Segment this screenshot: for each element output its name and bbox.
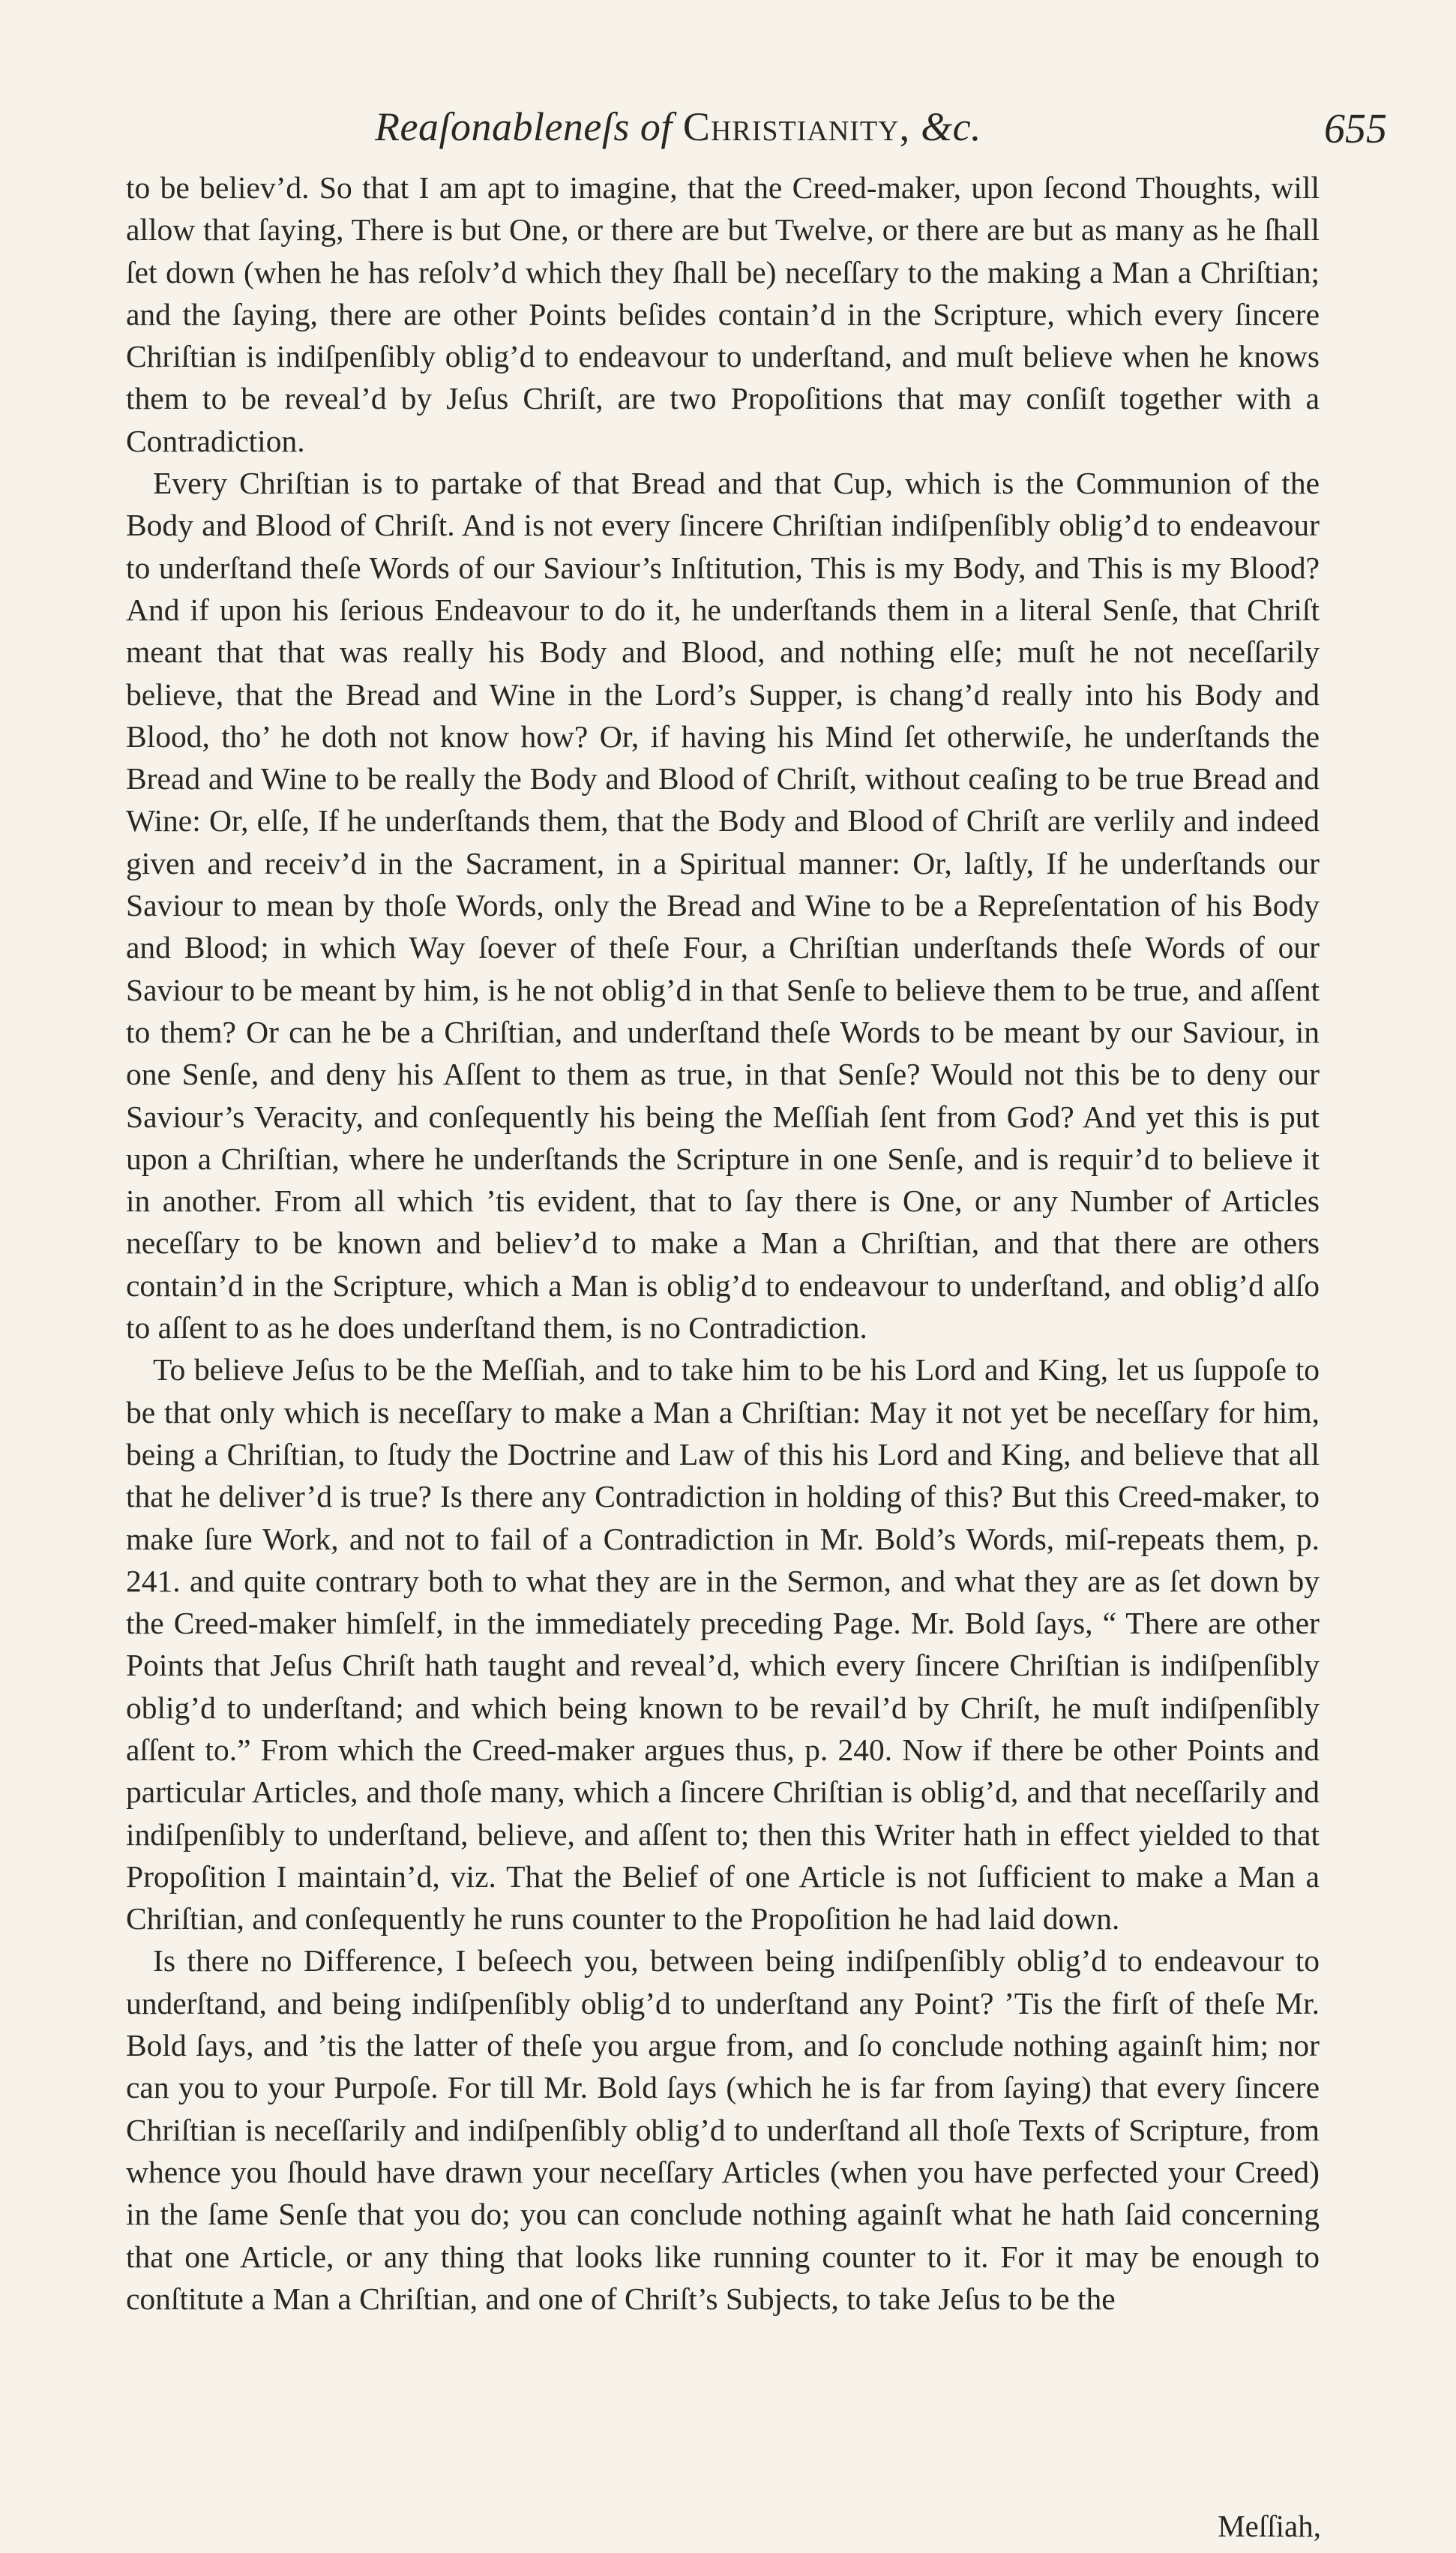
running-title-caps: Christianity, — [682, 104, 911, 149]
running-title — [375, 104, 981, 150]
paragraph: Is there no Difference, I beſeech you, between being indiſpenſibly oblig’d to endeavour to underſtand, and being indiſpenſibly oblig’d to underſtand any Point? ’Tis the firſt of theſe Mr. Bold ſays, and ’tis the latter of theſe you argue from, and ſo conclude nothing againſt him; nor can you to your Purpoſe. For till Mr. Bold ſays (which he is far from ſaying) that every ſincere Chriſtian is neceſſarily and indiſpenſibly oblig’d to underſtand all thoſe Texts of Scripture, from whence you ſhould have drawn your neceſſary Articles (when you have perfected your Creed) in the ſame Senſe that you do; you can conclude nothing againſt what he hath ſaid concerning that one Article, or any thing that looks like running counter to it. For it may be enough to conſtitute a Man a Chriſtian, and one of Chriſt’s Subjects, to take Jeſus to be the — [126, 1943, 1320, 2316]
running-title-italic: Reaſonableneſs of — [375, 104, 683, 149]
paragraph: To believe Jeſus to be the Meſſiah, and to take him to be his Lord and King, let us ſuppoſe to be that only which is neceſſary to make a Man a Chriſtian: May it not yet be neceſſary for him, being a Chriſtian, to ſtudy the Doctrine and Law of this his Lord and King, and believe that all that he deliver’d is true? Is there any Contradiction in holding of this? But this Creed-maker, to make ſure Work, and not to fail of a Contradiction in Mr. Bold’s Words, miſ-repeats them, p. 241. and quite contrary both to what they are in the Sermon, and what they are as ſet down by the Creed-maker himſelf, in the immediately preceding Page. Mr. Bold ſays, “ There are other Points that Jeſus Chriſt hath taught and reveal’d, which every ſincere Chriſtian is indiſpenſibly oblig’d to underſtand; and which being known to be revail’d by Chriſt, he muſt indiſpenſibly aſſent to.” From which the Creed-maker argues thus, p. 240. Now if there be other Points and particular Articles, and thoſe many, which a ſincere Chriſtian is oblig’d, and that neceſſarily and indiſpenſibly to underſtand, believe, and aſſent to; then this Writer hath in effect yielded to that Propoſition I maintain’d, viz. That the Belief of one Article is not ſufficient to make a Man a Chriſtian, and conſequently he runs counter to the Propoſition he had laid down. — [126, 1352, 1320, 1936]
page-number: 655 — [1324, 106, 1387, 152]
paragraph-continued: to be believ’d. So that I am apt to imagine, that the Creed-maker, upon ſecond Thoughts, will allow that ſaying, There is but One, or there are but Twelve, or there are but as many as he ſhall ſet down (when he has reſolv’d which they ſhall be) neceſſary to the making a Man a Chriſtian; and the ſaying, there are other Points beſides contain’d in the Scripture, which every ſincere Chriſtian is indiſpenſibly oblig’d to endeavour to underſtand, and muſt believe when he knows them to be reveal’d by Jeſus Chriſt, are two Propoſitions that may conſiſt together with a Contradiction. — [126, 170, 1320, 458]
page-header — [127, 104, 1387, 156]
paragraph: Every Chriſtian is to partake of that Bread and that Cup, which is the Communion of the Body and Blood of Chriſt. And is not every ſincere Chriſtian indiſpenſibly oblig’d to endeavour to underſtand theſe Words of our Saviour’s Inſtitution, This is my Body, and This is my Blood? And if upon his ſerious Endeavour to do it, he underſtands them in a literal Senſe, that Chriſt meant that that was really his Body and Blood, and nothing elſe; muſt he not neceſſarily believe, that the Bread and Wine in the Lord’s Supper, is chang’d really into his Body and Blood, tho’ he doth not know how? Or, if having his Mind ſet otherwiſe, he underſtands the Bread and Wine to be really the Body and Blood of Chriſt, without ceaſing to be true Bread and Wine: Or, elſe, If he underſtands them, that the Body and Blood of Chriſt are verlily and indeed given and receiv’d in the Sacrament, in a Spiritual manner: Or, laſtly, If he underſtands our Saviour to mean by thoſe Words, only the Bread and Wine to be a Repreſentation of his Body and Blood; in which Way ſoever of theſe Four, a Chriſtian underſtands theſe Words of our Saviour to be meant by him, is he not oblig’d in that Senſe to believe them to be true, and aſſent to them? Or can he be a Chriſtian, and underſtand theſe Words to be meant by our Saviour, in one Senſe, and deny his Aſſent to them as true, in that Senſe? Would not this be to deny our Saviour’s Veracity, and conſequently his being the Meſſiah ſent from God? And yet this is put upon a Chriſtian, where he underſtands the Scripture in one Senſe, and is requir’d to believe it in another. From all which ’tis evident, that to ſay there is One, or any Number of Articles neceſſary to be known and believ’d to make a Man a Chriſtian, and that there are others contain’d in the Scripture, which a Man is oblig’d to endeavour to underſtand, and oblig’d alſo to aſſent to as he does underſtand them, is no Contradiction. — [126, 466, 1320, 1346]
running-title-etc: &c. — [910, 104, 982, 149]
body-text — [126, 166, 1320, 2320]
catchword: Meſſiah, — [1218, 2509, 1321, 2543]
